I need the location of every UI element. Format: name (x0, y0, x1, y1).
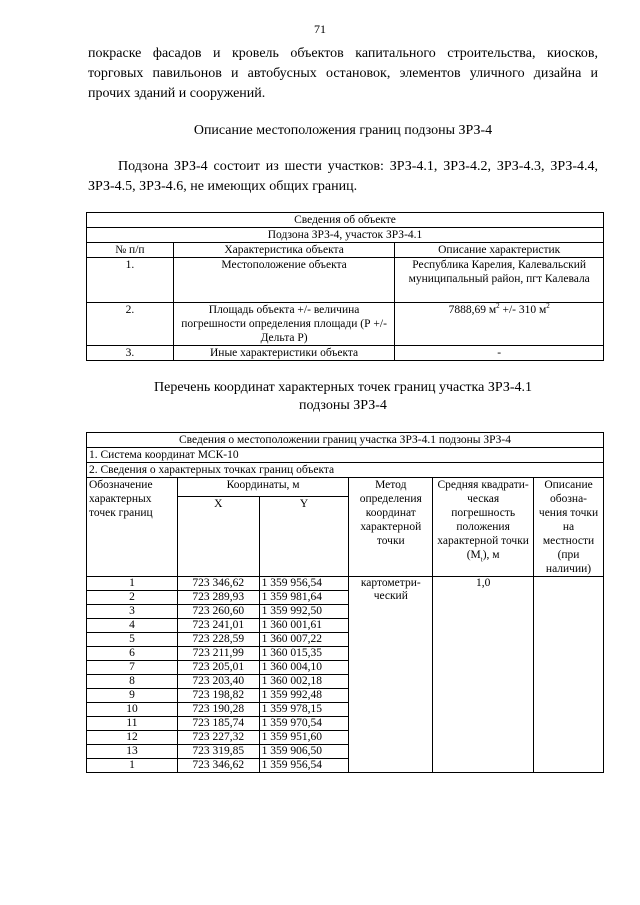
coord-x: 723 346,62 (177, 759, 259, 773)
coord-x: 723 211,99 (177, 647, 259, 661)
object-info-table (86, 212, 604, 361)
row-num: 2. (87, 303, 174, 346)
coord-x: 723 346,62 (177, 577, 259, 591)
point-description (534, 577, 604, 773)
row-value: Республика Карелия, Калевальский муниципальный район, пгт Калевала (395, 258, 604, 303)
object-table-header-row (87, 243, 604, 258)
row-name: Местоположение объекта (173, 258, 395, 303)
row-value: 7888,69 $м^2$ +/- 310 $м^2$ (395, 303, 604, 346)
point-number: 11 (87, 717, 178, 731)
coord-y: 1 360 004,10 (259, 661, 349, 675)
point-number: 2 (87, 591, 178, 605)
header-x: X (177, 497, 259, 577)
coord-y: 1 359 956,54 (259, 577, 349, 591)
point-number: 1 (87, 577, 178, 591)
object-table-title: Сведения об объекте (87, 213, 604, 228)
method-value: картометри-ческий (349, 577, 433, 773)
coord-x: 723 289,93 (177, 591, 259, 605)
point-number: 12 (87, 731, 178, 745)
section-heading: Описание местоположения границ подзоны ЗРЗ-4 (193, 123, 493, 138)
coord-y: 1 359 951,60 (259, 731, 349, 745)
coord-x: 723 190,28 (177, 703, 259, 717)
row-num: 3. (87, 346, 174, 361)
coordinates-table (86, 432, 604, 773)
header-characteristic: Характеристика объекта (173, 243, 395, 258)
table-row (87, 577, 604, 591)
header-coords: Координаты, м (177, 478, 348, 497)
header-error: Средняя квадрати-ческая погрешность положения характерной точки $(M_t)$, м (433, 478, 534, 577)
coord-y: 1 360 001,61 (259, 619, 349, 633)
header-method: Метод определения координат характерной точки (349, 478, 433, 577)
point-number: 4 (87, 619, 178, 633)
point-number: 7 (87, 661, 178, 675)
header-description: Описание характеристик (395, 243, 604, 258)
coord-x: 723 198,82 (177, 689, 259, 703)
coords-system: 1. Система координат МСК-10 (87, 448, 604, 463)
table-row (87, 303, 604, 346)
coord-x: 723 185,74 (177, 717, 259, 731)
coord-y: 1 360 002,18 (259, 675, 349, 689)
coords-heading-line1: Перечень координат характерных точек границ участка ЗРЗ-4.1 (154, 380, 532, 395)
intro-paragraph: покраске фасадов и кровель объектов капитального строительства, киосков, торговых павильонов и автобусных остановок, элементов уличного дизайна и прочих зданий и сооружений. (88, 46, 598, 101)
row-num: 1. (87, 258, 174, 303)
coord-x: 723 203,40 (177, 675, 259, 689)
row-value: - (395, 346, 604, 361)
header-y: Y (259, 497, 349, 577)
coords-heading (88, 379, 598, 415)
coords-table-title: Сведения о местоположении границ участка ЗРЗ-4.1 подзоны ЗРЗ-4 (87, 433, 604, 448)
coord-x: 723 228,59 (177, 633, 259, 647)
point-number: 3 (87, 605, 178, 619)
coord-y: 1 359 981,64 (259, 591, 349, 605)
coordinate-rows (87, 577, 604, 773)
point-number: 10 (87, 703, 178, 717)
point-number: 8 (87, 675, 178, 689)
point-number: 1 (87, 759, 178, 773)
table-row (87, 346, 604, 361)
row-name: Площадь объекта +/- величина погрешности определения площади (Р +/- Дельта Р) (173, 303, 395, 346)
point-number: 9 (87, 689, 178, 703)
coord-y: 1 360 007,22 (259, 633, 349, 647)
coord-y: 1 359 992,50 (259, 605, 349, 619)
coord-y: 1 360 015,35 (259, 647, 349, 661)
object-table-subtitle: Подзона ЗРЗ-4, участок ЗРЗ-4.1 (87, 228, 604, 243)
coord-y: 1 359 906,50 (259, 745, 349, 759)
coord-y: 1 359 992,48 (259, 689, 349, 703)
header-designation: Обозначение характерных точек границ (87, 478, 178, 577)
subzone-paragraph: Подзона ЗРЗ-4 состоит из шести участков: ЗРЗ-4.1, ЗРЗ-4.2, ЗРЗ-4.3, ЗРЗ-4.4, ЗРЗ-4.5, ЗРЗ-4.6, не имеющих общих границ. (88, 159, 598, 194)
row-name: Иные характеристики объекта (173, 346, 395, 361)
error-value: 1,0 (433, 577, 534, 773)
header-point-description: Описание обозна-чения точки на местности (при наличии) (534, 478, 604, 577)
coord-x: 723 260,60 (177, 605, 259, 619)
coord-x: 723 319,85 (177, 745, 259, 759)
coord-x: 723 227,32 (177, 731, 259, 745)
point-number: 13 (87, 745, 178, 759)
header-num: № п/п (87, 243, 174, 258)
table-row (87, 258, 604, 303)
coord-x: 723 205,01 (177, 661, 259, 675)
coord-x: 723 241,01 (177, 619, 259, 633)
coords-heading-line2: подзоны ЗРЗ-4 (299, 398, 387, 413)
page-number: 71 (314, 22, 326, 36)
coord-y: 1 359 978,15 (259, 703, 349, 717)
coord-y: 1 359 956,54 (259, 759, 349, 773)
point-number: 6 (87, 647, 178, 661)
coord-y: 1 359 970,54 (259, 717, 349, 731)
point-number: 5 (87, 633, 178, 647)
points-title: 2. Сведения о характерных точках границ объекта (87, 463, 604, 478)
